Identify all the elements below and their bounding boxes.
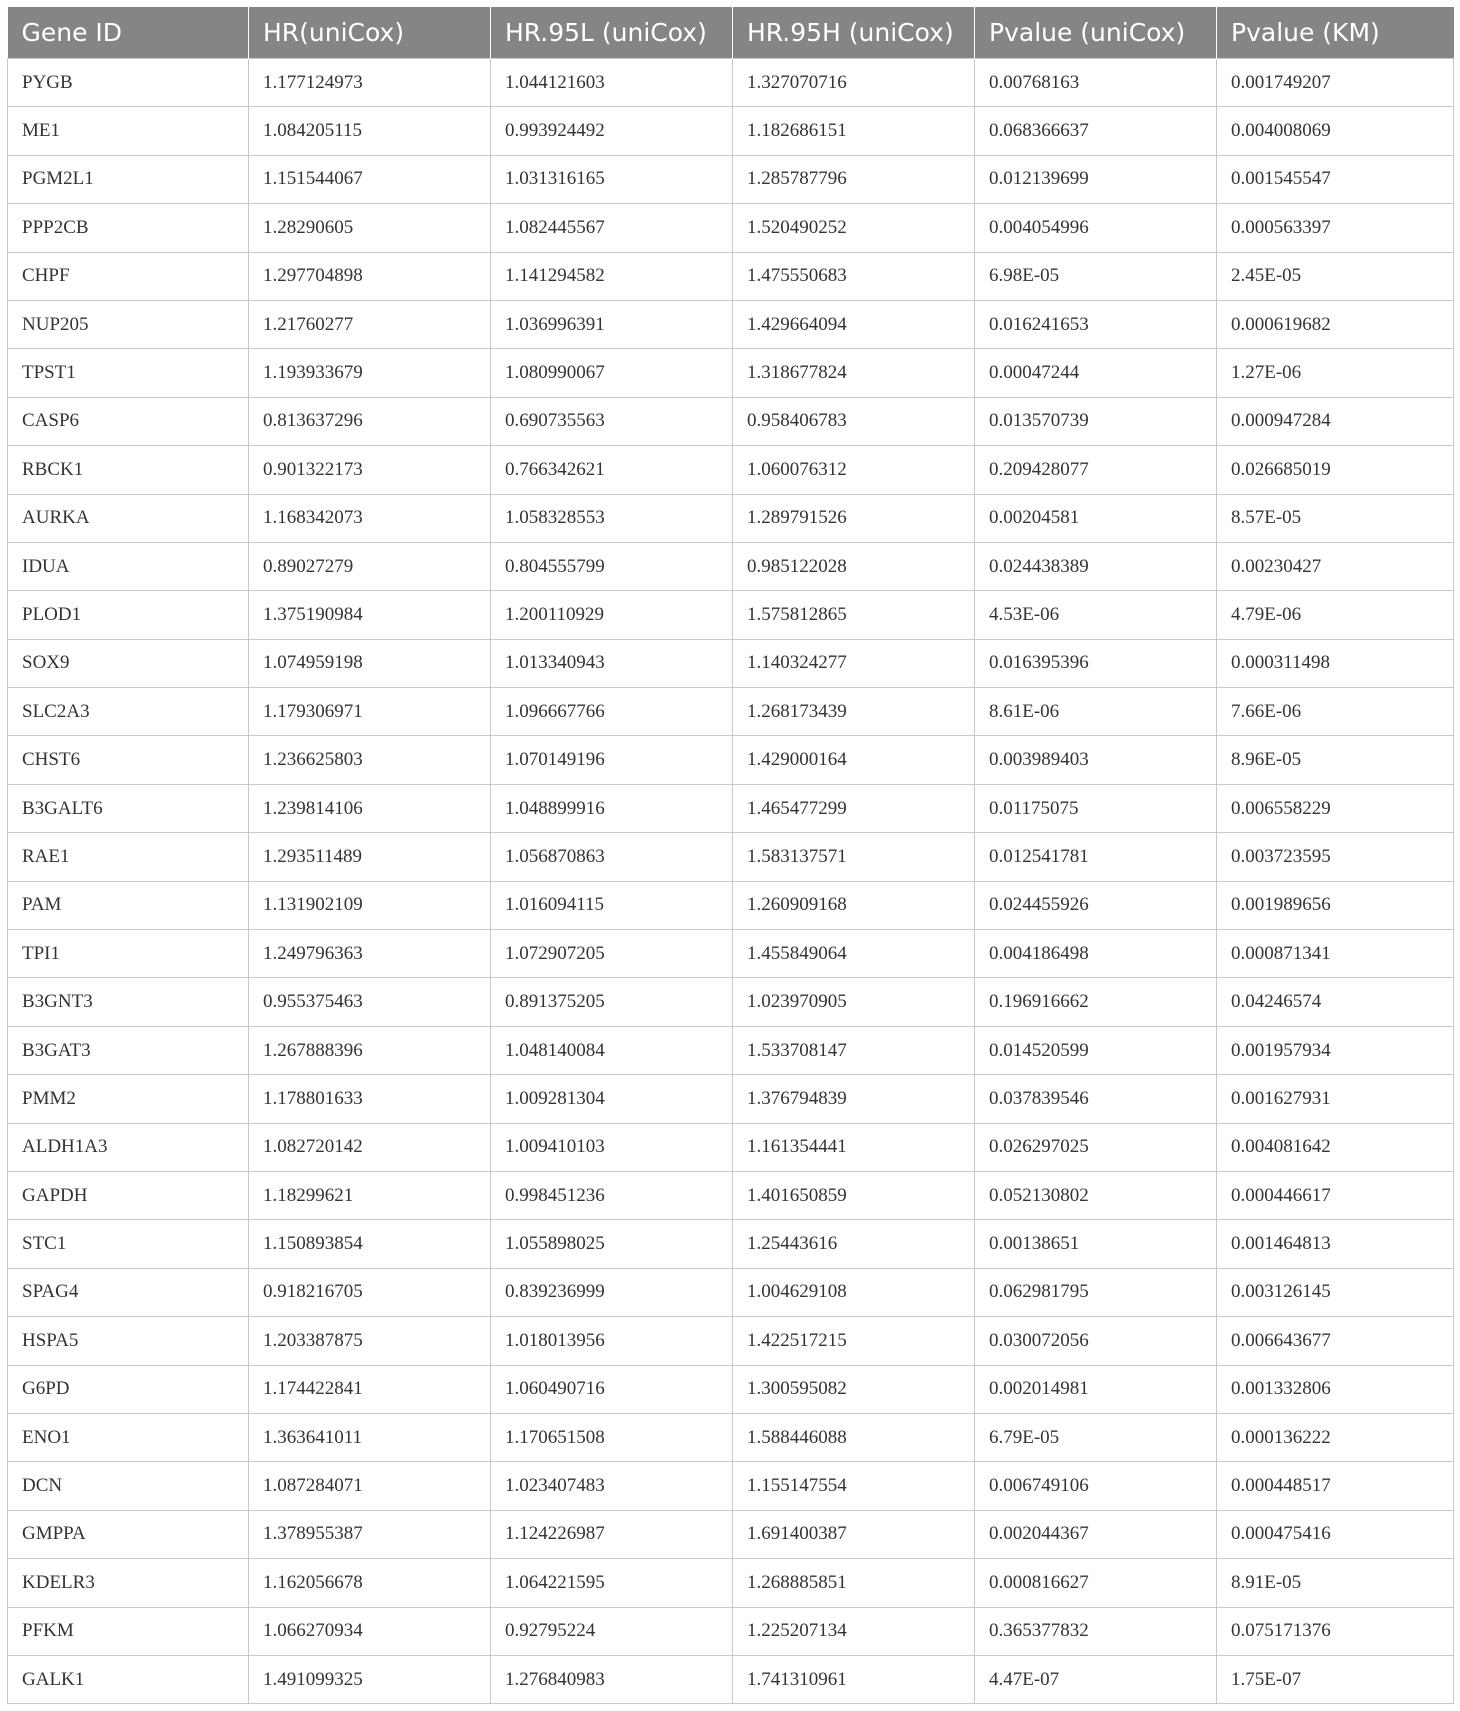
- table-row: [8, 1171, 1454, 1219]
- cell-hr95h-unicox: 1.376794839: [733, 1075, 975, 1123]
- cell-gene-id: GALK1: [8, 1655, 249, 1703]
- table-row: [8, 1413, 1454, 1461]
- cell-pvalue-km: 0.000448517: [1217, 1462, 1454, 1510]
- cell-hr-unicox: 1.178801633: [249, 1075, 491, 1123]
- header-pvalue-unicox: Pvalue (uniCox): [975, 7, 1217, 59]
- table-row: [8, 542, 1454, 590]
- cell-hr95h-unicox: 1.268885851: [733, 1559, 975, 1607]
- cell-hr95l-unicox: 1.044121603: [491, 59, 733, 107]
- header-hr95h-unicox: HR.95H (uniCox): [733, 7, 975, 59]
- cell-hr-unicox: 1.087284071: [249, 1462, 491, 1510]
- cell-hr95l-unicox: 1.018013956: [491, 1317, 733, 1365]
- cell-gene-id: PAM: [8, 881, 249, 929]
- cell-hr-unicox: 1.193933679: [249, 349, 491, 397]
- cell-hr-unicox: 1.18299621: [249, 1171, 491, 1219]
- cell-gene-id: NUP205: [8, 300, 249, 348]
- cell-hr95h-unicox: 1.25443616: [733, 1220, 975, 1268]
- table-row: [8, 1462, 1454, 1510]
- cell-hr95l-unicox: 1.064221595: [491, 1559, 733, 1607]
- cell-pvalue-unicox: 0.068366637: [975, 107, 1217, 155]
- cell-pvalue-unicox: 0.016241653: [975, 300, 1217, 348]
- cell-hr95h-unicox: 1.260909168: [733, 881, 975, 929]
- cell-gene-id: PFKM: [8, 1607, 249, 1655]
- cell-hr95h-unicox: 1.588446088: [733, 1413, 975, 1461]
- cell-hr-unicox: 1.174422841: [249, 1365, 491, 1413]
- cell-gene-id: CHPF: [8, 252, 249, 300]
- cell-hr-unicox: 1.131902109: [249, 881, 491, 929]
- cell-gene-id: KDELR3: [8, 1559, 249, 1607]
- table-row: [8, 881, 1454, 929]
- cell-pvalue-unicox: 6.98E-05: [975, 252, 1217, 300]
- cell-hr-unicox: 1.236625803: [249, 736, 491, 784]
- cell-gene-id: PMM2: [8, 1075, 249, 1123]
- cell-hr-unicox: 1.267888396: [249, 1026, 491, 1074]
- table-header: [8, 7, 1454, 59]
- table-row: [8, 107, 1454, 155]
- table-row: [8, 204, 1454, 252]
- cell-hr-unicox: 1.074959198: [249, 639, 491, 687]
- header-pvalue-km: Pvalue (KM): [1217, 7, 1454, 59]
- cell-pvalue-unicox: 0.014520599: [975, 1026, 1217, 1074]
- cell-pvalue-km: 0.001627931: [1217, 1075, 1454, 1123]
- cell-pvalue-unicox: 0.006749106: [975, 1462, 1217, 1510]
- cell-hr-unicox: 1.28290605: [249, 204, 491, 252]
- table-row: [8, 1365, 1454, 1413]
- cell-hr-unicox: 1.177124973: [249, 59, 491, 107]
- table-row: [8, 930, 1454, 978]
- table-row: [8, 1317, 1454, 1365]
- cell-gene-id: SPAG4: [8, 1268, 249, 1316]
- cell-gene-id: GMPPA: [8, 1510, 249, 1558]
- table-row: [8, 397, 1454, 445]
- cell-pvalue-unicox: 0.003989403: [975, 736, 1217, 784]
- cell-hr95l-unicox: 1.276840983: [491, 1655, 733, 1703]
- cell-gene-id: STC1: [8, 1220, 249, 1268]
- cell-hr95l-unicox: 1.013340943: [491, 639, 733, 687]
- table-row: [8, 349, 1454, 397]
- cell-hr95h-unicox: 1.004629108: [733, 1268, 975, 1316]
- cell-pvalue-km: 0.000563397: [1217, 204, 1454, 252]
- cell-pvalue-unicox: 4.47E-07: [975, 1655, 1217, 1703]
- cell-hr95l-unicox: 1.048140084: [491, 1026, 733, 1074]
- cell-pvalue-km: 1.75E-07: [1217, 1655, 1454, 1703]
- cell-pvalue-unicox: 0.016395396: [975, 639, 1217, 687]
- cell-pvalue-unicox: 0.030072056: [975, 1317, 1217, 1365]
- cell-pvalue-unicox: 0.00047244: [975, 349, 1217, 397]
- cell-pvalue-unicox: 0.004054996: [975, 204, 1217, 252]
- cell-pvalue-unicox: 0.037839546: [975, 1075, 1217, 1123]
- cell-pvalue-km: 0.006558229: [1217, 784, 1454, 832]
- cell-hr95l-unicox: 1.070149196: [491, 736, 733, 784]
- cell-hr95l-unicox: 1.200110929: [491, 591, 733, 639]
- cell-hr95h-unicox: 1.140324277: [733, 639, 975, 687]
- table-row: [8, 978, 1454, 1026]
- cell-pvalue-unicox: 0.026297025: [975, 1123, 1217, 1171]
- cell-hr95l-unicox: 1.036996391: [491, 300, 733, 348]
- cell-pvalue-unicox: 0.052130802: [975, 1171, 1217, 1219]
- cell-hr-unicox: 1.168342073: [249, 494, 491, 542]
- cell-pvalue-unicox: 0.365377832: [975, 1607, 1217, 1655]
- gene-table-container: [7, 7, 1453, 1704]
- cell-pvalue-km: 0.003126145: [1217, 1268, 1454, 1316]
- cell-pvalue-unicox: 6.79E-05: [975, 1413, 1217, 1461]
- cell-hr95l-unicox: 1.009281304: [491, 1075, 733, 1123]
- table-row: [8, 736, 1454, 784]
- cell-pvalue-km: 7.66E-06: [1217, 688, 1454, 736]
- cell-hr-unicox: 0.901322173: [249, 446, 491, 494]
- cell-pvalue-unicox: 0.012139699: [975, 155, 1217, 203]
- table-row: [8, 1075, 1454, 1123]
- cell-pvalue-unicox: 0.000816627: [975, 1559, 1217, 1607]
- cell-gene-id: G6PD: [8, 1365, 249, 1413]
- cell-hr95h-unicox: 1.455849064: [733, 930, 975, 978]
- cell-pvalue-km: 0.001464813: [1217, 1220, 1454, 1268]
- cell-pvalue-km: 0.001749207: [1217, 59, 1454, 107]
- cell-pvalue-unicox: 0.209428077: [975, 446, 1217, 494]
- cell-hr95h-unicox: 1.401650859: [733, 1171, 975, 1219]
- cell-hr95h-unicox: 1.575812865: [733, 591, 975, 639]
- cell-pvalue-unicox: 0.002014981: [975, 1365, 1217, 1413]
- cell-hr95l-unicox: 1.096667766: [491, 688, 733, 736]
- cell-hr-unicox: 1.491099325: [249, 1655, 491, 1703]
- cell-hr95l-unicox: 1.080990067: [491, 349, 733, 397]
- cell-hr95h-unicox: 1.289791526: [733, 494, 975, 542]
- cell-hr-unicox: 1.066270934: [249, 1607, 491, 1655]
- cell-pvalue-km: 0.026685019: [1217, 446, 1454, 494]
- cell-hr95l-unicox: 0.993924492: [491, 107, 733, 155]
- table-row: [8, 155, 1454, 203]
- table-row: [8, 591, 1454, 639]
- cell-hr95l-unicox: 1.170651508: [491, 1413, 733, 1461]
- cell-hr95h-unicox: 1.182686151: [733, 107, 975, 155]
- cell-gene-id: CHST6: [8, 736, 249, 784]
- cell-gene-id: SOX9: [8, 639, 249, 687]
- cell-hr95l-unicox: 0.92795224: [491, 1607, 733, 1655]
- cell-gene-id: RBCK1: [8, 446, 249, 494]
- table-row: [8, 1559, 1454, 1607]
- cell-pvalue-km: 8.57E-05: [1217, 494, 1454, 542]
- cell-gene-id: SLC2A3: [8, 688, 249, 736]
- cell-hr-unicox: 0.813637296: [249, 397, 491, 445]
- cell-hr95h-unicox: 1.268173439: [733, 688, 975, 736]
- table-row: [8, 59, 1454, 107]
- cell-hr95h-unicox: 1.429664094: [733, 300, 975, 348]
- cell-hr-unicox: 1.363641011: [249, 1413, 491, 1461]
- cell-gene-id: TPST1: [8, 349, 249, 397]
- header-row: [8, 7, 1454, 59]
- cell-hr95h-unicox: 1.691400387: [733, 1510, 975, 1558]
- cell-hr95h-unicox: 1.583137571: [733, 833, 975, 881]
- cell-hr95l-unicox: 0.891375205: [491, 978, 733, 1026]
- cell-gene-id: GAPDH: [8, 1171, 249, 1219]
- cell-pvalue-km: 8.96E-05: [1217, 736, 1454, 784]
- cell-hr95l-unicox: 1.023407483: [491, 1462, 733, 1510]
- cell-gene-id: PLOD1: [8, 591, 249, 639]
- cell-pvalue-km: 0.04246574: [1217, 978, 1454, 1026]
- table-row: [8, 1268, 1454, 1316]
- cell-hr95l-unicox: 1.056870863: [491, 833, 733, 881]
- cell-hr95h-unicox: 1.155147554: [733, 1462, 975, 1510]
- cell-hr95h-unicox: 0.958406783: [733, 397, 975, 445]
- cell-gene-id: CASP6: [8, 397, 249, 445]
- table-row: [8, 1607, 1454, 1655]
- cell-pvalue-km: 0.000871341: [1217, 930, 1454, 978]
- cell-pvalue-km: 0.000446617: [1217, 1171, 1454, 1219]
- table-row: [8, 833, 1454, 881]
- cell-hr-unicox: 1.151544067: [249, 155, 491, 203]
- cell-hr95h-unicox: 1.741310961: [733, 1655, 975, 1703]
- cell-hr-unicox: 1.297704898: [249, 252, 491, 300]
- cell-hr95l-unicox: 0.804555799: [491, 542, 733, 590]
- table-row: [8, 300, 1454, 348]
- cell-pvalue-km: 0.004008069: [1217, 107, 1454, 155]
- cell-pvalue-km: 0.001545547: [1217, 155, 1454, 203]
- cell-pvalue-km: 0.004081642: [1217, 1123, 1454, 1171]
- cell-hr95h-unicox: 1.429000164: [733, 736, 975, 784]
- cell-hr-unicox: 1.179306971: [249, 688, 491, 736]
- cell-hr-unicox: 1.162056678: [249, 1559, 491, 1607]
- cell-pvalue-unicox: 0.002044367: [975, 1510, 1217, 1558]
- cell-pvalue-km: 0.003723595: [1217, 833, 1454, 881]
- cell-hr-unicox: 1.378955387: [249, 1510, 491, 1558]
- cell-hr95h-unicox: 1.465477299: [733, 784, 975, 832]
- cell-hr95l-unicox: 1.072907205: [491, 930, 733, 978]
- cell-pvalue-km: 0.001332806: [1217, 1365, 1454, 1413]
- cell-hr95h-unicox: 1.225207134: [733, 1607, 975, 1655]
- cell-hr-unicox: 0.918216705: [249, 1268, 491, 1316]
- cell-hr-unicox: 0.89027279: [249, 542, 491, 590]
- cell-hr95h-unicox: 1.023970905: [733, 978, 975, 1026]
- cell-pvalue-km: 8.91E-05: [1217, 1559, 1454, 1607]
- header-gene-id: Gene ID: [8, 7, 249, 59]
- cell-gene-id: PPP2CB: [8, 204, 249, 252]
- cell-gene-id: ME1: [8, 107, 249, 155]
- table-row: [8, 639, 1454, 687]
- cell-pvalue-km: 0.00230427: [1217, 542, 1454, 590]
- cell-hr95h-unicox: 1.327070716: [733, 59, 975, 107]
- cell-hr95l-unicox: 0.690735563: [491, 397, 733, 445]
- cell-hr95l-unicox: 1.055898025: [491, 1220, 733, 1268]
- cell-pvalue-unicox: 0.01175075: [975, 784, 1217, 832]
- cell-hr-unicox: 1.082720142: [249, 1123, 491, 1171]
- cell-gene-id: B3GAT3: [8, 1026, 249, 1074]
- cell-gene-id: HSPA5: [8, 1317, 249, 1365]
- cell-hr95h-unicox: 1.422517215: [733, 1317, 975, 1365]
- cell-gene-id: ENO1: [8, 1413, 249, 1461]
- cell-hr95h-unicox: 1.161354441: [733, 1123, 975, 1171]
- cell-pvalue-km: 0.001989656: [1217, 881, 1454, 929]
- cell-hr-unicox: 1.084205115: [249, 107, 491, 155]
- cell-pvalue-unicox: 0.013570739: [975, 397, 1217, 445]
- cell-gene-id: B3GALT6: [8, 784, 249, 832]
- table-row: [8, 1655, 1454, 1703]
- cell-hr-unicox: 1.375190984: [249, 591, 491, 639]
- cell-gene-id: IDUA: [8, 542, 249, 590]
- cell-pvalue-unicox: 0.00138651: [975, 1220, 1217, 1268]
- cell-hr95h-unicox: 1.318677824: [733, 349, 975, 397]
- cell-gene-id: PYGB: [8, 59, 249, 107]
- cell-hr95l-unicox: 0.766342621: [491, 446, 733, 494]
- table-row: [8, 1510, 1454, 1558]
- cell-pvalue-unicox: 0.00204581: [975, 494, 1217, 542]
- cell-pvalue-km: 0.001957934: [1217, 1026, 1454, 1074]
- cell-gene-id: RAE1: [8, 833, 249, 881]
- cell-hr95l-unicox: 1.058328553: [491, 494, 733, 542]
- cell-hr95h-unicox: 1.533708147: [733, 1026, 975, 1074]
- cell-hr95l-unicox: 1.009410103: [491, 1123, 733, 1171]
- cell-hr95l-unicox: 1.082445567: [491, 204, 733, 252]
- cell-pvalue-km: 2.45E-05: [1217, 252, 1454, 300]
- cell-pvalue-km: 0.000136222: [1217, 1413, 1454, 1461]
- header-hr95l-unicox: HR.95L (uniCox): [491, 7, 733, 59]
- cell-hr-unicox: 1.21760277: [249, 300, 491, 348]
- cell-hr-unicox: 1.293511489: [249, 833, 491, 881]
- table-row: [8, 1123, 1454, 1171]
- cell-hr95l-unicox: 1.124226987: [491, 1510, 733, 1558]
- cell-pvalue-km: 1.27E-06: [1217, 349, 1454, 397]
- cell-pvalue-unicox: 0.012541781: [975, 833, 1217, 881]
- cell-hr-unicox: 0.955375463: [249, 978, 491, 1026]
- table-body: [8, 59, 1454, 1704]
- cell-hr-unicox: 1.249796363: [249, 930, 491, 978]
- cell-pvalue-km: 0.000947284: [1217, 397, 1454, 445]
- cell-gene-id: AURKA: [8, 494, 249, 542]
- cell-pvalue-unicox: 0.062981795: [975, 1268, 1217, 1316]
- cell-gene-id: ALDH1A3: [8, 1123, 249, 1171]
- cell-hr95h-unicox: 1.475550683: [733, 252, 975, 300]
- gene-survival-table: [7, 7, 1454, 1704]
- cell-gene-id: PGM2L1: [8, 155, 249, 203]
- cell-hr-unicox: 1.239814106: [249, 784, 491, 832]
- table-row: [8, 446, 1454, 494]
- cell-hr95h-unicox: 1.060076312: [733, 446, 975, 494]
- cell-hr95l-unicox: 0.998451236: [491, 1171, 733, 1219]
- cell-hr95h-unicox: 1.300595082: [733, 1365, 975, 1413]
- cell-pvalue-km: 0.075171376: [1217, 1607, 1454, 1655]
- cell-pvalue-unicox: 0.00768163: [975, 59, 1217, 107]
- cell-hr95l-unicox: 0.839236999: [491, 1268, 733, 1316]
- table-row: [8, 1220, 1454, 1268]
- cell-gene-id: DCN: [8, 1462, 249, 1510]
- cell-hr95h-unicox: 0.985122028: [733, 542, 975, 590]
- table-row: [8, 252, 1454, 300]
- cell-pvalue-unicox: 0.196916662: [975, 978, 1217, 1026]
- cell-pvalue-unicox: 0.004186498: [975, 930, 1217, 978]
- cell-gene-id: B3GNT3: [8, 978, 249, 1026]
- cell-pvalue-unicox: 4.53E-06: [975, 591, 1217, 639]
- table-row: [8, 688, 1454, 736]
- cell-pvalue-unicox: 0.024455926: [975, 881, 1217, 929]
- cell-pvalue-unicox: 8.61E-06: [975, 688, 1217, 736]
- cell-hr-unicox: 1.203387875: [249, 1317, 491, 1365]
- cell-pvalue-km: 0.000619682: [1217, 300, 1454, 348]
- cell-hr95l-unicox: 1.060490716: [491, 1365, 733, 1413]
- cell-pvalue-unicox: 0.024438389: [975, 542, 1217, 590]
- table-row: [8, 784, 1454, 832]
- cell-hr95l-unicox: 1.031316165: [491, 155, 733, 203]
- cell-pvalue-km: 0.006643677: [1217, 1317, 1454, 1365]
- cell-hr95l-unicox: 1.048899916: [491, 784, 733, 832]
- cell-hr-unicox: 1.150893854: [249, 1220, 491, 1268]
- table-row: [8, 494, 1454, 542]
- cell-hr95h-unicox: 1.285787796: [733, 155, 975, 203]
- cell-pvalue-km: 0.000475416: [1217, 1510, 1454, 1558]
- cell-pvalue-km: 0.000311498: [1217, 639, 1454, 687]
- table-row: [8, 1026, 1454, 1074]
- cell-hr95h-unicox: 1.520490252: [733, 204, 975, 252]
- cell-hr95l-unicox: 1.141294582: [491, 252, 733, 300]
- cell-pvalue-km: 4.79E-06: [1217, 591, 1454, 639]
- cell-gene-id: TPI1: [8, 930, 249, 978]
- header-hr-unicox: HR(uniCox): [249, 7, 491, 59]
- cell-hr95l-unicox: 1.016094115: [491, 881, 733, 929]
